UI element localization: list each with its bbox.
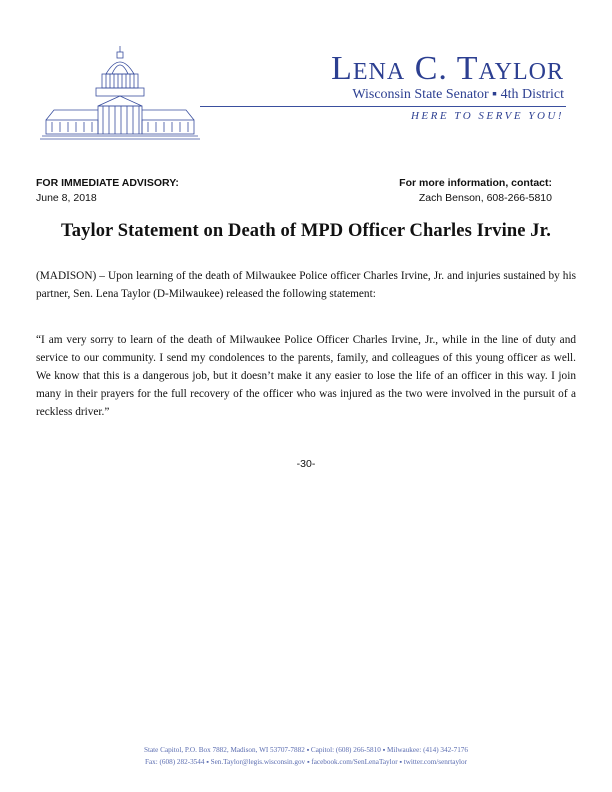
end-mark: -30- <box>296 458 316 470</box>
advisory-label: FOR IMMEDIATE ADVISORY: <box>36 177 179 189</box>
footer <box>36 744 576 768</box>
footer-address-line: State Capitol, P.O. Box 7882, Madison, WI 53707-7882 ▪ Capitol: (608) 266-5810 ▪ Milwaukee: (414) 342-7176 <box>144 746 468 754</box>
senator-title: Wisconsin State Senator ▪ 4th District <box>352 87 564 102</box>
letterhead-divider <box>200 106 566 107</box>
statement-quote: “I am very sorry to learn of the death of Milwaukee Police Officer Charles Irvine, Jr., while in the line of duty and service to our community. I send my condolences to the parents, family, and colleagues of this young officer as well. We know that this is a dangerous job, but it doesn’t make it any easier to lose the life of an officer in this way. I join many in their prayers for the full recovery of the officer who was injured as the two were involved in the pursuit of a reckless driver.” <box>36 334 576 418</box>
intro-paragraph: (MADISON) – Upon learning of the death of Milwaukee Police officer Charles Irvine, Jr. and injuries sustained by his partner, Sen. Lena Taylor (D-Milwaukee) released the following statement: <box>36 270 576 300</box>
footer-contact-line: Fax: (608) 282-3544 ▪ Sen.Taylor@legis.wisconsin.gov ▪ facebook.com/SenLenaTaylor ▪ twitter.com/senrtaylor <box>144 758 468 766</box>
senator-name: Lena C. Taylor <box>331 50 564 87</box>
capitol-building-logo <box>40 44 200 142</box>
contact-info: Zach Benson, 608-266-5810 <box>418 192 552 204</box>
advisory-date: June 8, 2018 <box>36 192 97 204</box>
letterhead-motto: HERE TO SERVE YOU! <box>410 110 564 122</box>
contact-block <box>399 176 552 206</box>
contact-label: For more information, contact: <box>399 177 552 189</box>
advisory-block <box>36 176 179 206</box>
headline: Taylor Statement on Death of MPD Officer Charles Irvine Jr. <box>61 221 551 241</box>
